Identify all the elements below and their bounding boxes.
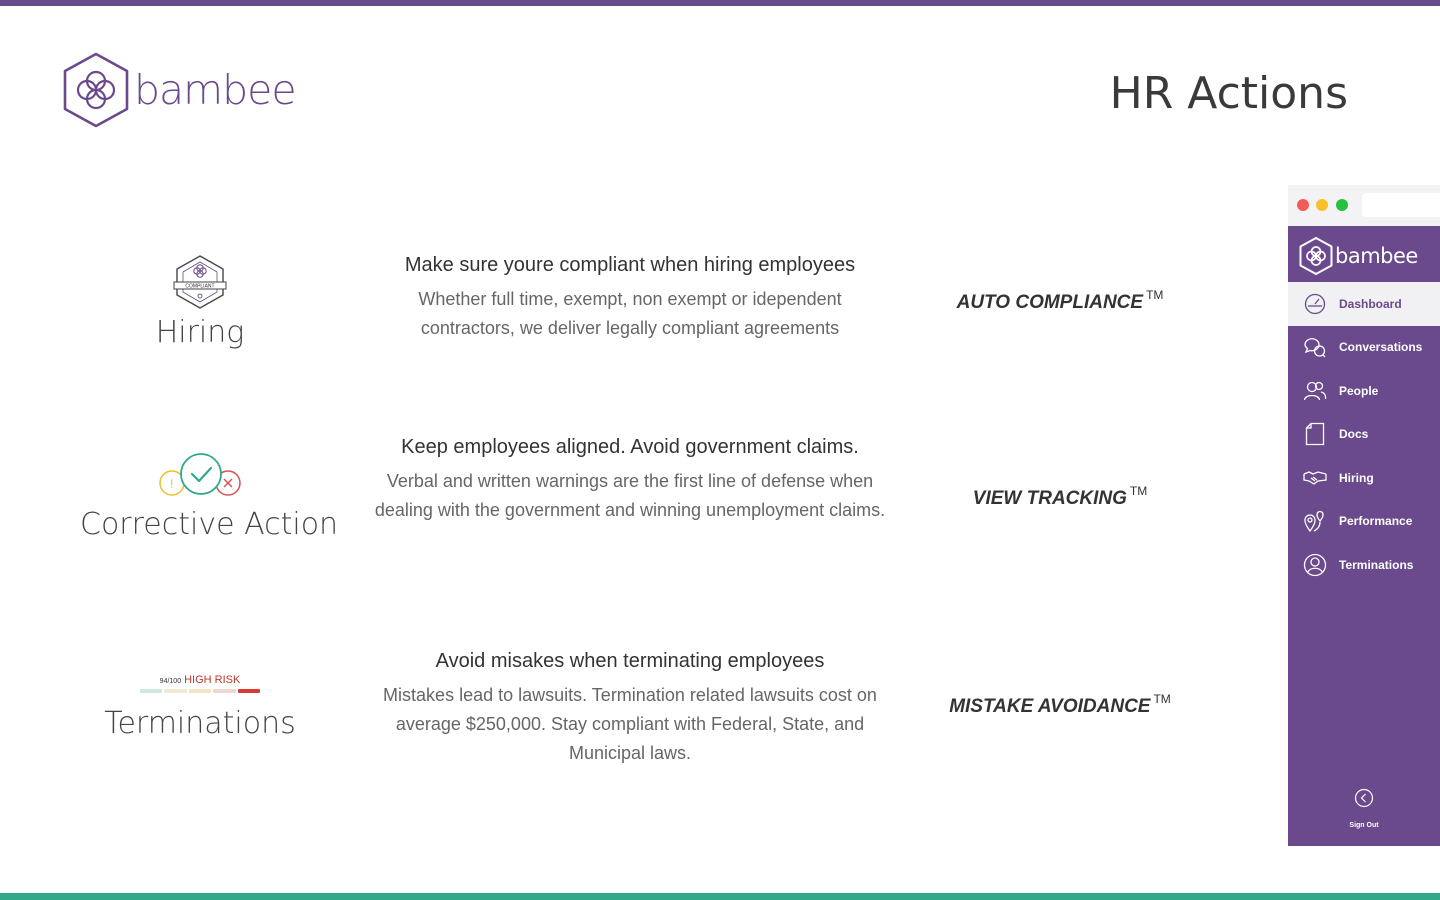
top-accent-bar [0, 0, 1440, 6]
corrective-action-label: Corrective Action [80, 507, 339, 542]
page-title: HR Actions [1109, 68, 1348, 119]
corrective-action-description: Verbal and written warnings are the first line of defense when dealing with the government and winning unemployment claims. [374, 471, 886, 520]
bambee-logo [62, 52, 296, 128]
risk-level: HIGH RISK [184, 674, 241, 686]
mistake-avoidance-feature [940, 692, 1180, 718]
document-icon [1303, 422, 1327, 446]
trademark-mark: TM [1153, 692, 1171, 706]
compliant-badge-text: COMPLIANT [185, 283, 215, 290]
corrective-action-copy [370, 436, 890, 525]
nav-item-conversations[interactable] [1288, 326, 1440, 370]
nav-item-hiring[interactable] [1288, 456, 1440, 500]
app-logo-wordmark: bambee [1335, 244, 1418, 268]
sign-out-button[interactable] [1288, 788, 1440, 829]
terminations-copy [370, 650, 890, 768]
people-icon [1303, 379, 1327, 403]
bottom-accent-bar [0, 893, 1440, 900]
corrective-action-heading: Keep employees aligned. Avoid government claims. [401, 436, 859, 458]
feature-name: MISTAKE AVOIDANCE [949, 696, 1151, 717]
sidebar-nav [1288, 282, 1440, 587]
terminations-column [80, 674, 320, 741]
nav-item-dashboard[interactable] [1288, 282, 1440, 326]
corrective-action-column [80, 452, 339, 542]
nav-label: Dashboard [1339, 296, 1402, 311]
feature-name: AUTO COMPLIANCE [956, 292, 1144, 313]
bambee-logo-icon [62, 52, 130, 128]
app-preview-window [1288, 185, 1440, 846]
bambee-logo-icon [1299, 237, 1333, 275]
nav-label: Docs [1339, 427, 1369, 442]
person-circle-icon [1303, 553, 1327, 577]
nav-label: Hiring [1339, 470, 1374, 485]
nav-label: Performance [1339, 514, 1413, 529]
risk-meter-icon [140, 674, 260, 693]
hiring-label: Hiring [155, 315, 245, 350]
hiring-description: Whether full time, exempt, non exempt or idependent contractors, we deliver legally compliant agreements [418, 289, 842, 338]
chat-bubbles-icon [1303, 335, 1327, 359]
nav-item-docs[interactable] [1288, 413, 1440, 457]
maximize-window-dot[interactable] [1336, 199, 1348, 211]
trademark-mark: TM [1146, 288, 1164, 302]
app-logo[interactable] [1299, 237, 1418, 275]
check-circle-icon [181, 454, 221, 494]
hiring-heading: Make sure youre compliant when hiring employees [404, 254, 856, 276]
chevron-left-circle-icon [1354, 788, 1374, 808]
trademark-mark: TM [1129, 484, 1148, 498]
sign-out-label: Sign Out [1349, 822, 1379, 829]
terminations-heading: Avoid misakes when terminating employees [435, 650, 825, 672]
nav-item-people[interactable] [1288, 369, 1440, 413]
hiring-column [80, 254, 320, 350]
nav-label: People [1339, 383, 1379, 398]
risk-bar [140, 689, 260, 693]
nav-label: Terminations [1339, 557, 1414, 572]
window-chrome [1288, 185, 1440, 226]
address-bar[interactable] [1362, 193, 1440, 217]
view-tracking-feature [940, 484, 1180, 510]
feature-name: VIEW TRACKING [972, 488, 1127, 509]
handshake-icon [1303, 466, 1327, 490]
close-window-dot[interactable] [1297, 199, 1309, 211]
minimize-window-dot[interactable] [1316, 199, 1328, 211]
svg-text:!: ! [170, 477, 174, 491]
corrective-status-icons [155, 452, 245, 502]
logo-wordmark: bambee [134, 66, 296, 114]
auto-compliance-feature [940, 288, 1180, 314]
terminations-description: Mistakes lead to lawsuits. Termination related lawsuits cost on average $250,000. Stay compliant with Federal, State, and Municipal laws. [383, 685, 877, 763]
performance-pins-icon [1303, 509, 1327, 533]
gauge-icon [1303, 292, 1327, 316]
terminations-label: Terminations [104, 706, 296, 741]
nav-item-performance[interactable] [1288, 500, 1440, 544]
nav-item-terminations[interactable] [1288, 543, 1440, 587]
risk-score: 94/100 [159, 678, 182, 685]
hiring-copy [370, 254, 890, 343]
compliant-badge-icon [172, 254, 228, 310]
nav-label: Conversations [1339, 340, 1423, 355]
